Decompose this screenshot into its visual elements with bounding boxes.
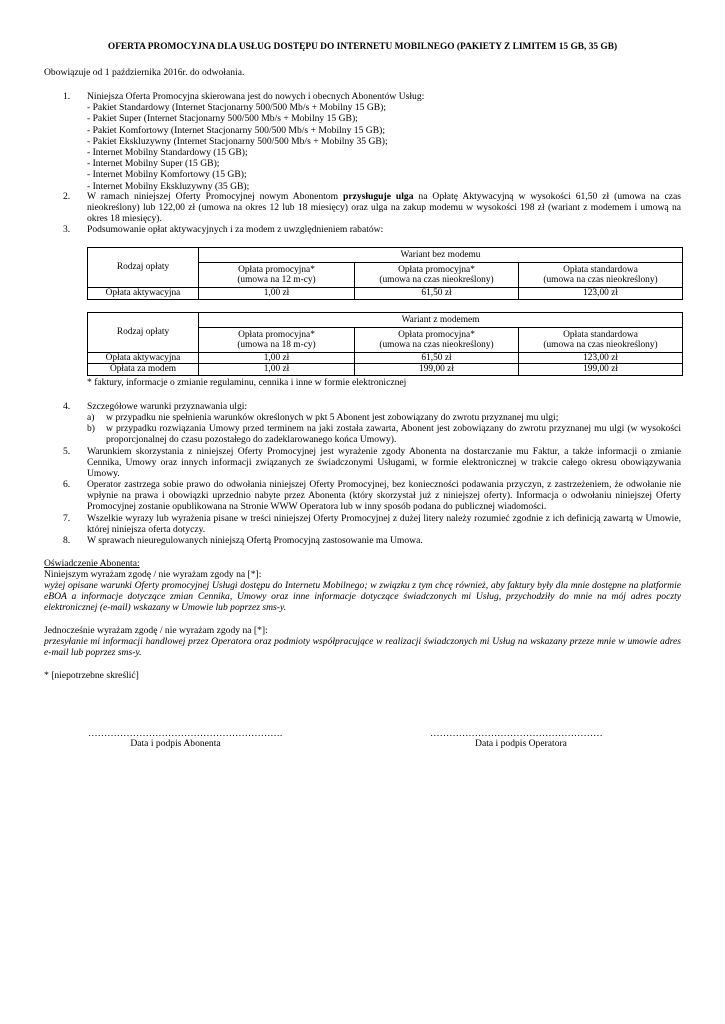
point-number: 3. (63, 224, 71, 235)
table-row (88, 364, 683, 375)
column-header: Opłata promocyjna* (umowa na czas nieokreślony) (355, 263, 519, 288)
package-item: - Pakiet Standardowy (Internet Stacjonarny 500/500 Mb/s + Mobilny 15 GB); (87, 102, 387, 114)
variant-header: Wariant z modemem (199, 313, 683, 328)
sub-text: w przypadku rozwiązania Umowy przed terminem na jaki została zawarta, Abonent jest zobowiązany do zwrotu przyznanej mu ulgi (w wysokości proporcjonalnej do czasu pozostałego do zadeklarowanego końca Umowy). (106, 423, 681, 446)
sub-label: a) (87, 412, 95, 423)
point-6-text: Operator zastrzega sobie prawo do odwołania niniejszej Oferty Promocyjnej, bez konieczności podawania przyczyn, z zastrzeżeniem, że odwołanie nie wpłynie na prawa i obowiązki uprzednio nabyte przez Abonenta (który skorzystał już z niniejszej oferty). Informacja o odwołaniu niniejszej Oferty Promocyjnej zostanie opublikowana na Stronie WWW Operatora lub w inny sposób podana do publicznej wiadomości. (87, 479, 681, 513)
fees-table-with-modem (87, 312, 683, 376)
point-1 (87, 91, 681, 192)
table-cell: 123,00 zł (519, 288, 683, 300)
signature-line-abonent: ……………………………………………………. (88, 728, 283, 739)
point-number: 5. (63, 446, 71, 457)
column-header: Opłata standardowa (umowa na czas nieokreślony) (519, 328, 683, 353)
point-8-text: W sprawach nieuregulowanych niniejszą Ofertą Promocyjną zastosowanie ma Umowa. (87, 535, 423, 546)
row-header: Rodzaj opłaty (88, 248, 199, 288)
consent-2-label: Jednocześnie wyrażam zgodę / nie wyrażam zgody na [*]: (44, 625, 268, 636)
point-2-text-cont: na Opłatę Aktywacyjną w wysokości 61,50 zł (umowa na czas nieokreślony) lub 122,00 zł (umowa na okres 12 lub 18 miesięcy) oraz ulga na zakup modemu w wysokości 198 zł (wariant z modemem i umową na okres 18 miesięcy). (87, 191, 681, 225)
package-item: - Internet Mobilny Ekskluzywny (35 GB); (87, 180, 250, 192)
table-cell: Opłata za modem (88, 364, 199, 375)
point-5-text: Warunkiem skorzystania z niniejszej Oferty Promocyjnej jest wyrażenie zgody Abonenta na dostarczanie mu Faktur, a także informacji o zmianie Cennika, Umowy oraz innych informacji związanych ze świadczonymi Usługami, w formie elektronicznej w trakcie całego okresu obowiązywania Umowy. (87, 446, 681, 480)
table-cell: 61,50 zł (355, 288, 519, 300)
document-title: OFERTA PROMOCYJNA DLA USŁUG DOSTĘPU DO INTERNETU MOBILNEGO (PAKIETY Z LIMITEM 15 GB, 35 GB) (107, 42, 618, 52)
point-number: 2. (63, 191, 71, 202)
row-header: Rodzaj opłaty (88, 313, 199, 353)
declaration-heading: Oświadczenie Abonenta: (44, 558, 140, 569)
fees-table-no-modem (87, 247, 683, 300)
variant-header: Wariant bez modemu (199, 248, 683, 263)
table-cell: Opłata aktywacyjna (88, 288, 199, 300)
point-2-text: W ramach niniejszej Oferty Promocyjnej nowym Abonentom (87, 191, 343, 202)
column-header: Opłata promocyjna* (umowa na 12 m-cy) (199, 263, 355, 288)
consent-2-text: przesyłanie mi informacji handlowej przez Operatora oraz podmioty współpracujące w realizacji świadczonych mi Usług na wskazany przeze mnie w umowie adres e-mail lub poprzez sms-y. (44, 636, 681, 659)
point-2 (87, 191, 681, 225)
package-item: - Internet Mobilny Standardowy (15 GB); (87, 147, 248, 159)
package-item: - Internet Mobilny Super (15 GB); (87, 158, 220, 170)
sub-text: w przypadku nie spełnienia warunków określonych w pkt 5 Abonent jest zobowiązany do zwrotu przyznanej mu ulgi; (106, 412, 559, 423)
package-item: - Pakiet Ekskluzywny (Internet Stacjonarny 500/500 Mb/s + Mobilny 35 GB); (87, 135, 388, 147)
table-cell: 1,00 zł (199, 364, 355, 375)
validity-date: Obowiązuje od 1 października 2016r. do odwołania. (44, 67, 245, 78)
table-row (88, 353, 683, 364)
point-number: 1. (63, 91, 71, 102)
point-number: 4. (63, 401, 71, 412)
table-cell: 1,00 zł (199, 288, 355, 300)
consent-1-text: wyżej opisane warunki Oferty promocyjnej Usługi dostępu do Internetu Mobilnego; w związku z tym chcę również, aby faktury były dla mnie dostępne na platformie eBOA a informacje dotyczące zmian Cennika, Umowy oraz inne informacje dotyczące świadczonych mi Usług, przychodziły do mnie na mój adres poczty elektronicznej (e-mail) wskazany w Umowie lub poprzez sms-y. (44, 580, 681, 614)
signature-line-operator: ……………………………………………… (430, 728, 603, 739)
relief-highlight: przysługuje ulga (343, 191, 414, 202)
table-row (88, 288, 683, 300)
table-cell: 1,00 zł (199, 353, 355, 364)
package-item: - Pakiet Komfortowy (Internet Stacjonarny 500/500 Mb/s + Mobilny 15 GB); (87, 124, 385, 136)
point-1-intro: Niniejsza Oferta Promocyjna skierowana jest do nowych i obecnych Abonentów Usług: (87, 91, 425, 102)
signature-label-abonent: Data i podpis Abonenta (130, 738, 221, 749)
column-header: Opłata promocyjna* (umowa na 18 m-cy) (199, 328, 355, 353)
table-cell: 123,00 zł (519, 353, 683, 364)
package-item: - Pakiet Super (Internet Stacjonarny 500/500 Mb/s + Mobilny 15 GB); (87, 113, 358, 125)
column-header: Opłata standardowa (umowa na czas nieokreślony) (519, 263, 683, 288)
point-4-intro: Szczegółowe warunki przyznawania ulgi: (87, 401, 248, 412)
point-number: 6. (63, 479, 71, 490)
table-cell: 61,50 zł (355, 353, 519, 364)
point-3-text: Podsumowanie opłat aktywacyjnych i za modem z uwzględnieniem rabatów: (87, 224, 384, 235)
table-cell: 199,00 zł (519, 364, 683, 375)
point-7-text: Wszelkie wyrazy lub wyrażenia pisane w treści niniejszej Oferty Promocyjnej z dużej litery należy rozumieć zgodnie z ich definicją zawartą w Umowie, której niniejsza oferta dotyczy. (87, 513, 681, 536)
sub-label: b) (87, 423, 95, 434)
signature-label-operator: Data i podpis Operatora (475, 738, 567, 749)
package-item: - Internet Mobilny Komfortowy (15 GB); (87, 169, 247, 181)
table-cell: Opłata aktywacyjna (88, 353, 199, 364)
consent-1-label: Niniejszym wyrażam zgodę / nie wyrażam zgody na [*]: (44, 569, 262, 580)
point-number: 7. (63, 513, 71, 524)
table-cell: 199,00 zł (355, 364, 519, 375)
column-header: Opłata promocyjna* (umowa na czas nieokreślony) (355, 328, 519, 353)
strike-note: * [niepotrzebne skreślić] (44, 670, 139, 681)
point-number: 8. (63, 535, 71, 546)
table-footnote: * faktury, informacje o zmianie regulaminu, cennika i inne w formie elektronicznej (87, 377, 407, 388)
